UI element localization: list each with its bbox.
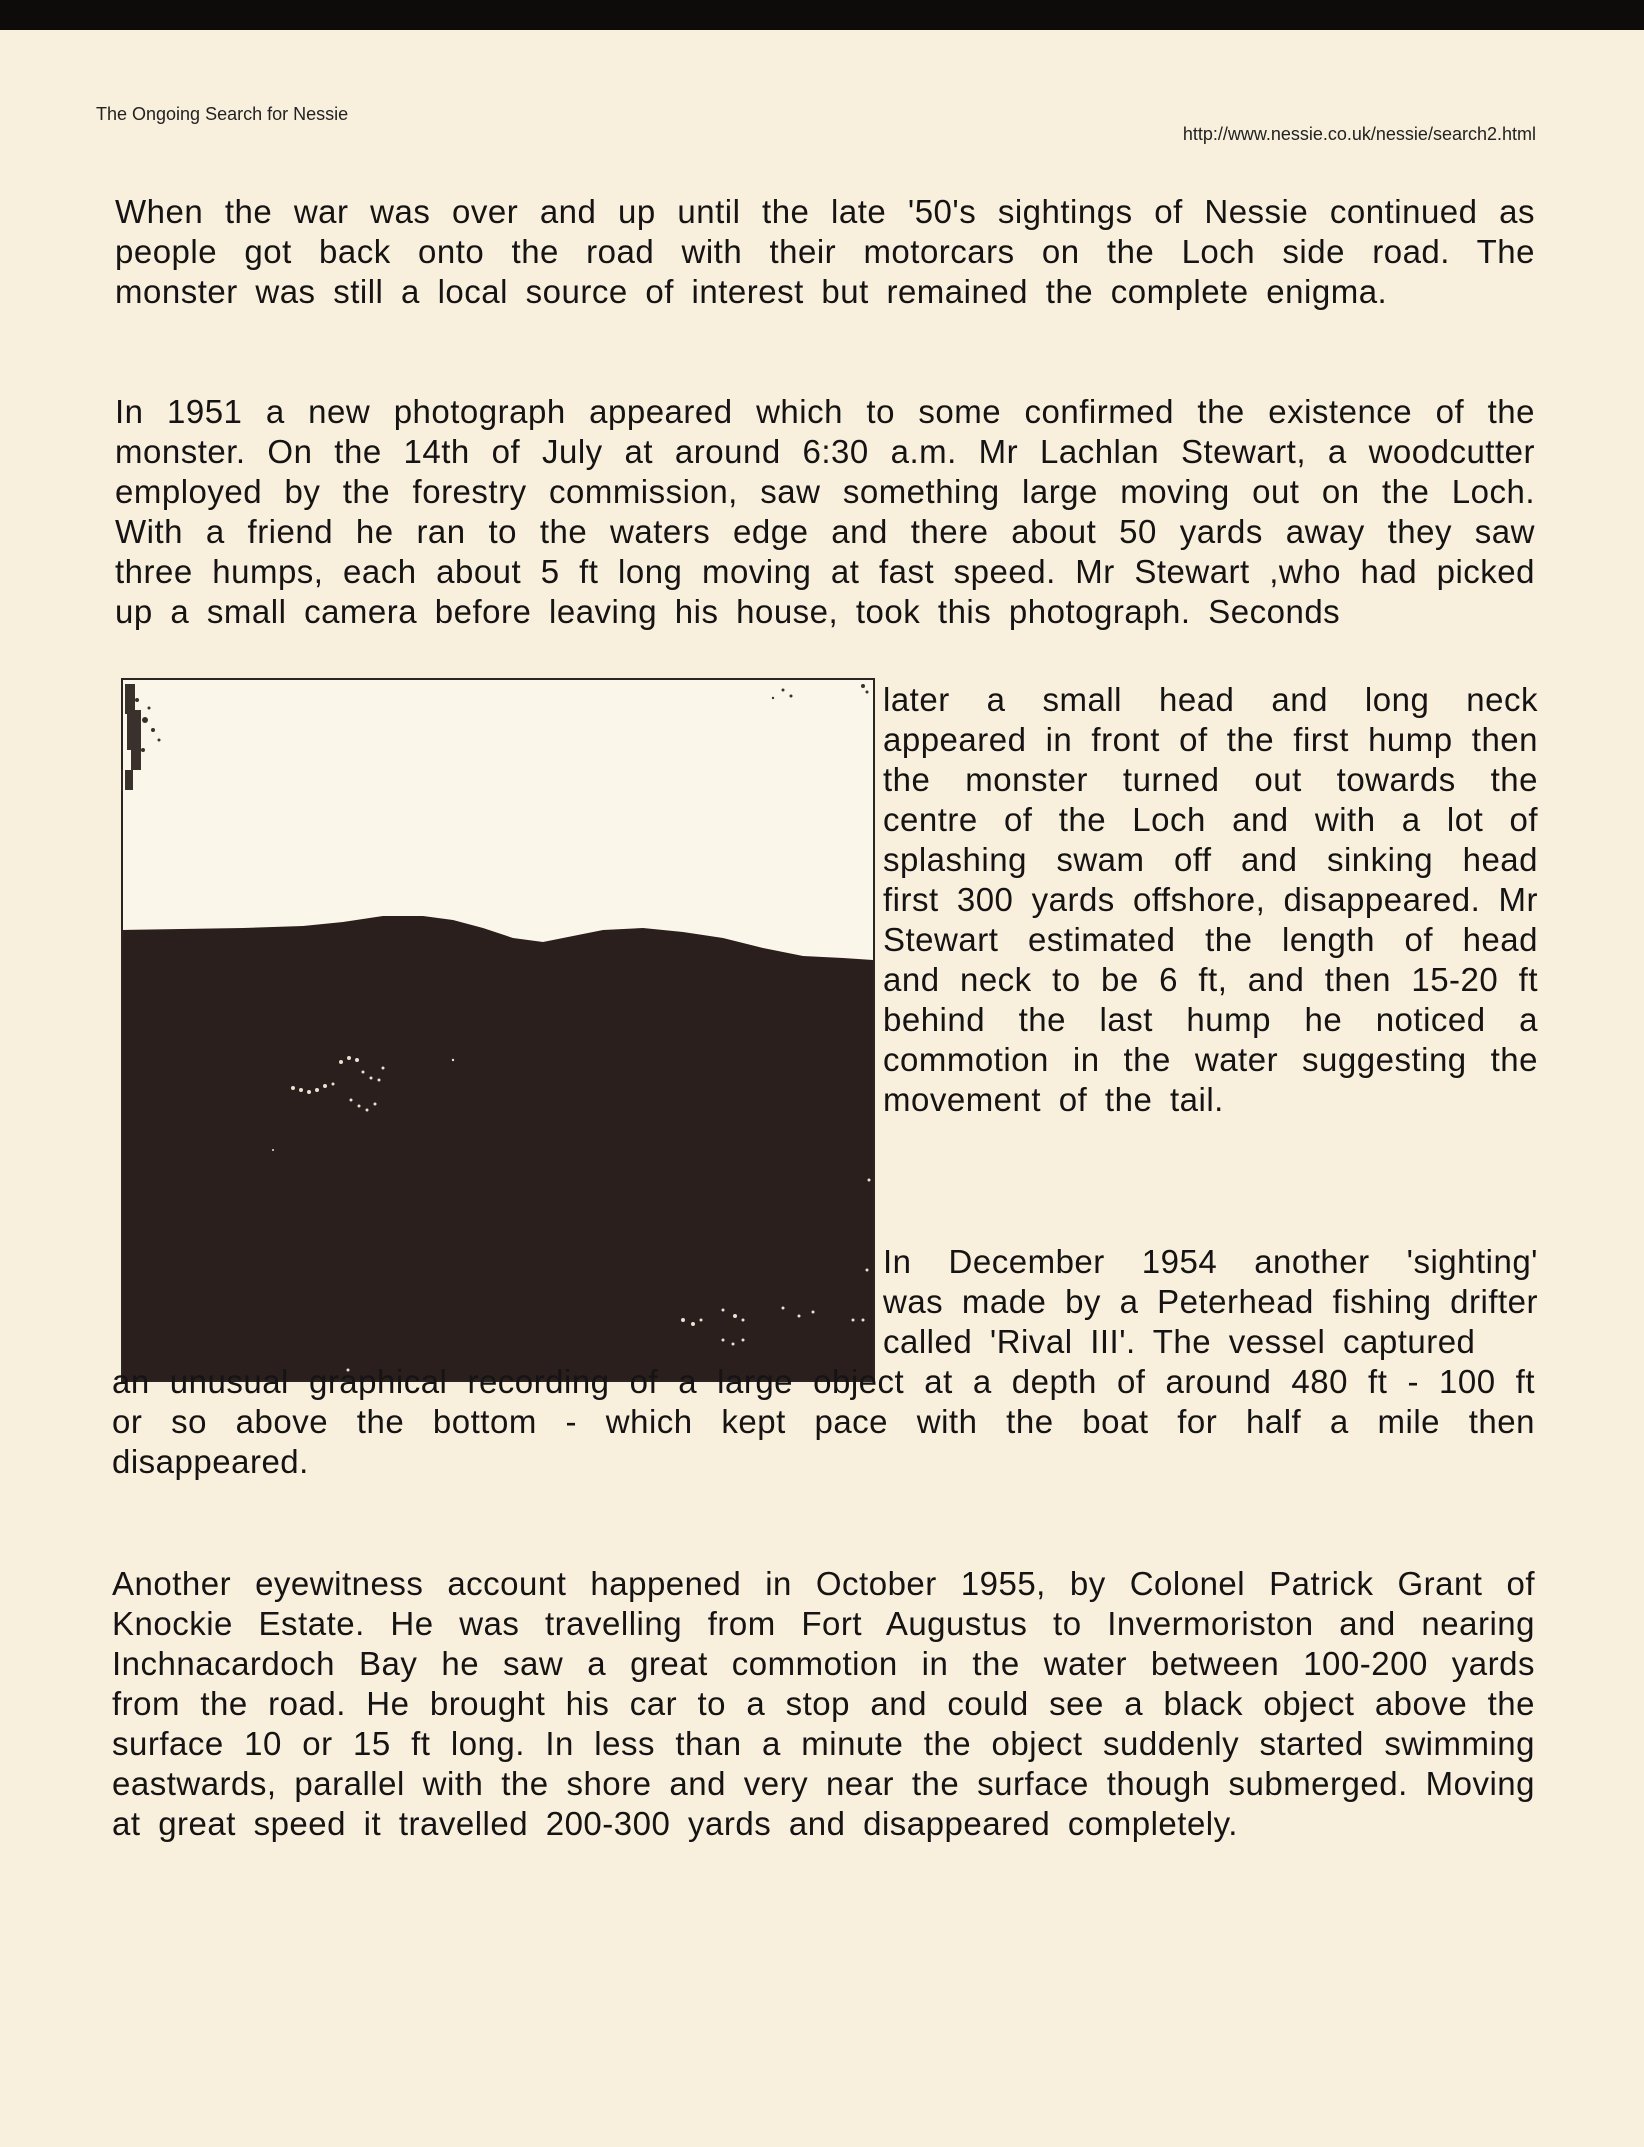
paragraph-1951-photograph: In 1951 a new photograph appeared which to some confirmed the existence of the monster. On the 14th of July at around 6:30 a.m. Mr Lachlan Stewart, a woodcutter employed by the forestry commission, saw something large moving out on the Loch. With a friend he ran to the waters edge and there about 50 yards away they saw three humps, each about 5 ft long moving at fast speed. Mr Stewart ,who had picked up a small camera before leaving his house, took this photograph. Seconds	[115, 393, 1535, 630]
page-header-title: The Ongoing Search for Nessie	[96, 104, 349, 124]
paragraph-1951-continued: later a small head and long neck appeared in front of the first hump then the monster turned out towards the centre of the Loch and with a lot of splashing swam off and sinking head first 300 yards offshore, disappeared. Mr Stewart estimated the length of head and neck to be 6 ft, and then 15-20 ft behind the last hump he noticed a commotion in the water suggesting the movement of the tail.	[883, 681, 1538, 1118]
paragraph-1954-sighting-continued: an unusual graphical recording of a large object at a depth of around 480 ft - 100 ft or so above the bottom - which kept pace with the boat for half a mile then disappeared.	[112, 1363, 1535, 1480]
loch-ness-photograph	[121, 678, 875, 1382]
page-header-url: http://www.nessie.co.uk/nessie/search2.html	[1182, 124, 1536, 144]
paragraph-postwar-sightings: When the war was over and up until the late '50's sightings of Nessie continued as people got back onto the road with their motorcars on the Loch side road. The monster was still a local source of interest but remained the complete enigma.	[115, 193, 1535, 310]
photo-image	[123, 680, 873, 1380]
document-page	[0, 30, 1644, 2147]
paragraph-1954-sighting: In December 1954 another 'sighting' was made by a Peterhead fishing drifter called 'Rival III'. The vessel captured	[883, 1243, 1538, 1360]
hills-and-water	[123, 916, 873, 1380]
paragraph-1955-sighting: Another eyewitness account happened in October 1955, by Colonel Patrick Grant of Knockie Estate. He was travelling from Fort Augustus to Invermoriston and nearing Inchnacardoch Bay he saw a great commotion in the water between 100-200 yards from the road. He brought his car to a stop and could see a black object above the surface 10 or 15 ft long. In less than a minute the object suddenly started swimming eastwards, parallel with the shore and very near the surface though submerged. Moving at great speed it travelled 200-300 yards and disappeared completely.	[112, 1565, 1535, 1842]
